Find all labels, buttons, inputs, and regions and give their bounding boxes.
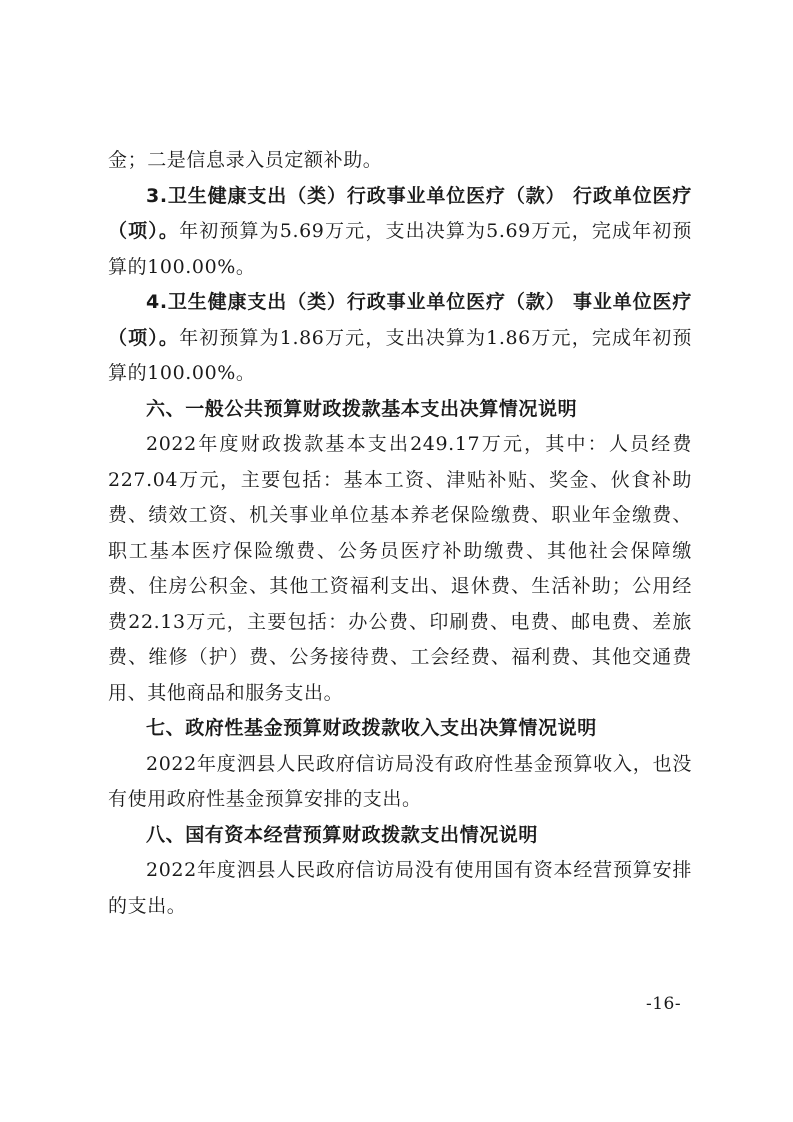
- document-body: [108, 143, 692, 924]
- paragraph-section-6: 2022年度财政拨款基本支出249.17万元，其中：人员经费227.04万元，主要包括：基本工资、津贴补贴、奖金、伙食补助费、绩效工资、机关事业单位基本养老保险缴费、职业年金缴费、职工基本医疗保险缴费、公务员医疗补助缴费、其他社会保障缴费、住房公积金、其他工资福利支出、退休费、生活补助；公用经费22.13万元，主要包括：办公费、印刷费、电费、邮电费、差旅费、维修（护）费、公务接待费、工会经费、福利费、其他交通费用、其他商品和服务支出。: [108, 433, 692, 704]
- page-number: -16-: [646, 994, 682, 1014]
- section-heading-8: 八、国有资本经营预算财政拨款支出情况说明: [146, 823, 539, 846]
- paragraph-item-4: [108, 285, 692, 392]
- item-4-text: 年初预算为1.86万元，支出决算为1.86万元，完成年初预算的100.00%。: [108, 326, 693, 384]
- paragraph-continuation: 金；二是信息录入员定额补助。: [108, 149, 383, 171]
- section-heading-7: 七、政府性基金预算财政拨款收入支出决算情况说明: [146, 717, 597, 739]
- item-3-text: 年初预算为5.69万元，支出决算为5.69万元，完成年初预算的100.00%。: [108, 220, 693, 278]
- item-4-title: 4.卫生健康支出（类）行政事业单位医疗（款） 事业单位医疗（项）。: [108, 291, 692, 349]
- item-3-title: 3.卫生健康支出（类）行政事业单位医疗（款） 行政单位医疗（项）。: [108, 184, 692, 242]
- paragraph-section-7: 2022年度泗县人民政府信访局没有政府性基金预算收入，也没有使用政府性基金预算安排的支出。: [108, 752, 692, 810]
- section-heading-6: 六、一般公共预算财政拨款基本支出决算情况说明: [146, 397, 578, 420]
- paragraph-section-8: 2022年度泗县人民政府信访局没有使用国有资本经营预算安排的支出。: [108, 859, 692, 917]
- paragraph-item-3: [108, 179, 692, 286]
